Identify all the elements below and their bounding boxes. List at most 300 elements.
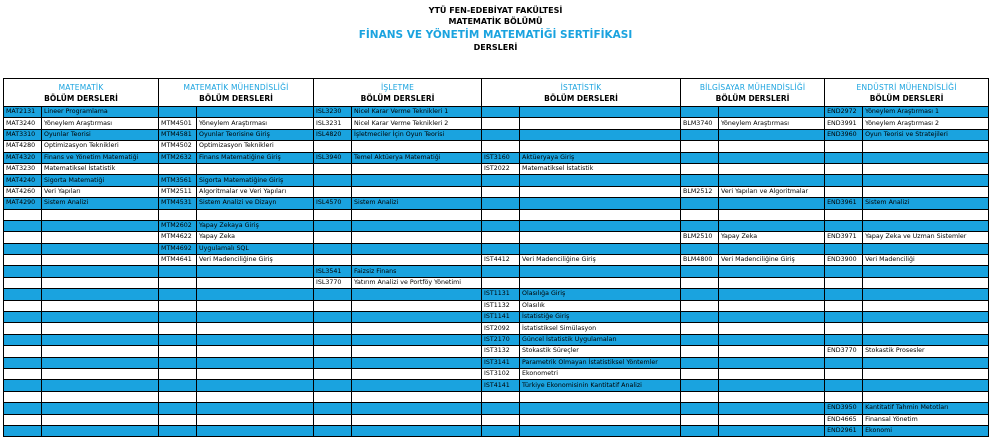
course-code [4,414,42,425]
course-code: IST3102 [482,368,520,379]
course-code [482,209,520,220]
course-name [719,425,825,436]
course-code [482,403,520,414]
course-code: ISL3541 [314,266,352,277]
course-code [314,243,352,254]
course-code [825,312,863,323]
course-name: Sistem Analizi [42,198,159,209]
course-name [520,186,681,197]
course-name [863,266,989,277]
courses-subtitle: DERSLERİ [473,43,518,52]
course-code [681,414,719,425]
course-code [4,209,42,220]
table-row [4,300,989,311]
course-name: Yapay Zeka ve Uzman Sistemler [863,232,989,243]
course-name: Sistem Analizi ve Dizayn [197,198,314,209]
course-name [42,357,159,368]
course-name [863,209,989,220]
course-code [4,357,42,368]
course-code [314,141,352,152]
course-name [863,289,989,300]
course-name [719,334,825,345]
course-name: Temel Aktüerya Matematiği [352,152,482,163]
course-name: Veri Madenciliği [863,255,989,266]
course-code: MAT4320 [4,152,42,163]
table-row [4,323,989,334]
course-name [352,232,482,243]
course-name: Veri Yapıları [42,186,159,197]
table-row [4,175,989,186]
course-name: Türkiye Ekonomisinin Kantitatif Analizi [520,380,681,391]
course-name [42,232,159,243]
course-name [719,357,825,368]
course-name [352,380,482,391]
column-subtitle: BÖLÜM DERSLERİ [44,93,118,103]
course-code [159,277,197,288]
course-name [719,289,825,300]
table-row [4,403,989,414]
column-subtitle: BÖLÜM DERSLERİ [869,93,944,103]
course-name: Yatırım Analizi ve Portföy Yönetimi [352,277,482,288]
course-code: END3950 [825,403,863,414]
course-name: Ekonomi [863,425,989,436]
course-code [681,152,719,163]
course-name [863,277,989,288]
table-row [4,357,989,368]
course-name [42,220,159,231]
course-name: Yapay Zeka [197,232,314,243]
course-code [4,243,42,254]
course-name: Algoritmalar ve Veri Yapıları [197,186,314,197]
table-row [4,232,989,243]
course-name [352,255,482,266]
course-code [825,289,863,300]
course-name [719,277,825,288]
course-name [42,255,159,266]
course-code [681,312,719,323]
course-code [825,391,863,402]
table-row [4,391,989,402]
course-name: Veri Madenciliğine Giriş [719,255,825,266]
course-name: Aktüeryaya Giriş [520,152,681,163]
course-name [520,129,681,140]
course-name [42,323,159,334]
course-code [159,209,197,220]
course-name [42,243,159,254]
course-code: END3900 [825,255,863,266]
course-code [681,346,719,357]
course-code: BLM2512 [681,186,719,197]
course-code [681,209,719,220]
column-header-isletme [314,79,482,107]
course-code [159,380,197,391]
course-code [314,425,352,436]
course-code: MTM2511 [159,186,197,197]
course-code [681,107,719,118]
course-name [352,391,482,402]
course-name [42,380,159,391]
course-name: Olasılık [520,300,681,311]
course-code: IST1131 [482,289,520,300]
course-code [4,425,42,436]
table-row [4,186,989,197]
course-name [352,425,482,436]
course-code [482,391,520,402]
table-row [4,414,989,425]
course-code [159,368,197,379]
course-code: MAT3240 [4,118,42,129]
course-name [352,346,482,357]
course-code [314,289,352,300]
course-name: Yöneylem Araştırması [719,118,825,129]
course-name: Parametrik Olmayan İstatistiksel Yöntemler [520,357,681,368]
course-name [520,198,681,209]
course-name: Stokastik Prosesler [863,346,989,357]
course-code [314,163,352,174]
course-code [825,175,863,186]
course-code: ISL3231 [314,118,352,129]
course-code [482,129,520,140]
column-header-istatistik [482,79,681,107]
course-name [520,414,681,425]
course-name [863,334,989,345]
course-code [4,346,42,357]
course-code [482,232,520,243]
course-code: ISL3940 [314,152,352,163]
table-row [4,152,989,163]
course-name [520,243,681,254]
course-name: Finans ve Yönetim Matematiği [42,152,159,163]
table-row [4,118,989,129]
course-name [863,380,989,391]
course-code: MTM4531 [159,198,197,209]
course-name [42,368,159,379]
course-code [482,198,520,209]
course-name [520,118,681,129]
course-name [42,300,159,311]
column-header-endustri-muhendisligi [825,79,989,107]
course-name: Yöneylem Araştırması 2 [863,118,989,129]
course-name [719,141,825,152]
course-code [825,277,863,288]
course-name [42,277,159,288]
course-code: MAT3230 [4,163,42,174]
course-name [197,403,314,414]
course-name [197,277,314,288]
course-code: END2961 [825,425,863,436]
course-name [520,403,681,414]
course-code [681,300,719,311]
course-code: MTM2632 [159,152,197,163]
course-name [352,243,482,254]
course-name [352,334,482,345]
course-code [159,346,197,357]
course-name [197,380,314,391]
course-name: İstatistiksel Simülasyon [520,323,681,334]
column-title: İŞLETME [380,82,415,92]
course-code [4,220,42,231]
course-name [719,163,825,174]
course-code: BLM2510 [681,232,719,243]
course-code [159,266,197,277]
course-code [681,289,719,300]
course-name: Faizsiz Finans [352,266,482,277]
course-name [352,323,482,334]
course-name [352,163,482,174]
course-name [520,107,681,118]
course-name [719,346,825,357]
course-name [719,152,825,163]
column-header-matematik-muhendisligi [159,79,314,107]
course-code [482,186,520,197]
course-name: Ekonometri [520,368,681,379]
course-name [520,209,681,220]
course-code: IST4412 [482,255,520,266]
course-code [681,163,719,174]
course-name [352,289,482,300]
course-table [3,78,989,437]
course-code [482,243,520,254]
course-code: MAT3310 [4,129,42,140]
course-code [825,152,863,163]
course-code: END4665 [825,414,863,425]
course-name [352,357,482,368]
course-code: END3991 [825,118,863,129]
course-name: Yapay Zeka [719,232,825,243]
course-code [825,266,863,277]
course-code: END3961 [825,198,863,209]
course-name: İstatistiğe Giriş [520,312,681,323]
course-name: Yöneylem Araştırması 1 [863,107,989,118]
course-name [352,220,482,231]
course-name: Matematiksel İstatistik [42,163,159,174]
course-name [197,425,314,436]
course-name [520,277,681,288]
course-name [520,391,681,402]
table-row [4,334,989,345]
course-name [719,368,825,379]
course-name [42,346,159,357]
course-name [719,266,825,277]
table-row [4,312,989,323]
course-code [681,368,719,379]
course-code [4,334,42,345]
course-name [863,220,989,231]
course-name [42,425,159,436]
course-code [681,391,719,402]
column-header-bilgisayar-muhendisligi [681,79,825,107]
course-name [197,107,314,118]
course-code [159,312,197,323]
course-name: İşletmeciler İçin Oyun Teorisi [352,129,482,140]
table-row [4,255,989,266]
course-name: Veri Madenciliğine Giriş [197,255,314,266]
table-row [4,163,989,174]
column-title: ENDÜSTRİ MÜHENDİSLİĞİ [856,82,957,92]
course-name: Sistem Analizi [352,198,482,209]
course-name: Olasılığa Giriş [520,289,681,300]
course-code [314,175,352,186]
course-code: END3770 [825,346,863,357]
course-code [314,220,352,231]
column-subtitle: BÖLÜM DERSLERİ [360,93,435,103]
table-row [4,243,989,254]
column-title: MATEMATİK MÜHENDİSLİĞİ [183,82,289,92]
course-name [197,209,314,220]
course-code: IST2170 [482,334,520,345]
course-name [197,163,314,174]
course-code [681,323,719,334]
course-name: Finans Matematiğine Giriş [197,152,314,163]
table-row [4,198,989,209]
course-name [197,368,314,379]
table-row [4,220,989,231]
course-name [863,357,989,368]
course-name [719,129,825,140]
course-code: IST4141 [482,380,520,391]
course-code [681,175,719,186]
course-code: END3971 [825,232,863,243]
course-code [681,425,719,436]
course-code [314,209,352,220]
course-code [4,391,42,402]
course-code [681,129,719,140]
course-name [520,220,681,231]
course-name [719,380,825,391]
course-table-body [4,107,989,437]
course-name [42,209,159,220]
course-code [4,232,42,243]
course-name: Lineer Programlama [42,107,159,118]
table-row [4,368,989,379]
course-code [681,357,719,368]
table-row [4,277,989,288]
faculty-title: YTÜ FEN-EDEBİYAT FAKÜLTESİ [428,6,563,15]
course-code: IST2092 [482,323,520,334]
course-code [314,346,352,357]
course-code [4,277,42,288]
course-name [863,368,989,379]
course-code [4,323,42,334]
course-code: MAT4290 [4,198,42,209]
course-code [482,220,520,231]
course-name: Yöneylem Araştırması [42,118,159,129]
course-name: Sigorta Matematiğine Giriş [197,175,314,186]
table-row [4,129,989,140]
course-name: Uygulamalı SQL [197,243,314,254]
course-code [825,243,863,254]
course-code [159,403,197,414]
course-name [719,391,825,402]
course-code: MTM4501 [159,118,197,129]
table-row [4,289,989,300]
course-code [825,368,863,379]
course-code [4,266,42,277]
course-name [520,266,681,277]
course-code [482,425,520,436]
course-name [520,175,681,186]
course-code [825,163,863,174]
course-code [681,277,719,288]
course-name [197,323,314,334]
course-code [681,220,719,231]
course-name [197,346,314,357]
course-code [159,334,197,345]
header-row [4,79,989,107]
course-code [314,255,352,266]
course-name [197,334,314,345]
course-code: MTM4581 [159,129,197,140]
course-code [159,414,197,425]
column-subtitle: BÖLÜM DERSLERİ [544,93,618,103]
course-name [863,391,989,402]
course-name [42,403,159,414]
course-code: BLM3740 [681,118,719,129]
course-code: MTM3561 [159,175,197,186]
course-name [352,403,482,414]
course-code [4,255,42,266]
course-name [42,334,159,345]
course-name [863,243,989,254]
course-code [681,243,719,254]
course-name: Nicel Karar Verme Teknikleri 1 [352,107,482,118]
course-name [719,414,825,425]
course-name: Sistem Analizi [863,198,989,209]
course-code [825,220,863,231]
course-name: Veri Yapıları ve Algoritmalar [719,186,825,197]
course-code [4,312,42,323]
course-code [4,380,42,391]
course-name: Oyun Teorisi ve Stratejileri [863,129,989,140]
course-name [863,152,989,163]
table-row [4,380,989,391]
course-name: Güncel İstatistik Uygulamaları [520,334,681,345]
course-name [863,312,989,323]
course-name: Matematiksel İstatistik [520,163,681,174]
certificate-title: FİNANS VE YÖNETİM MATEMATİĞİ SERTİFİKASI [358,29,633,41]
course-name [719,323,825,334]
table-row [4,141,989,152]
course-name [719,243,825,254]
course-name [719,220,825,231]
course-name [719,300,825,311]
course-code: IST1132 [482,300,520,311]
course-name [42,266,159,277]
course-code: END2972 [825,107,863,118]
course-code [482,175,520,186]
table-row [4,346,989,357]
course-code [159,107,197,118]
course-code [482,277,520,288]
course-code [482,414,520,425]
course-code [825,300,863,311]
course-code [825,357,863,368]
course-code: MAT4260 [4,186,42,197]
course-name [197,266,314,277]
course-code [314,323,352,334]
course-name [719,198,825,209]
course-code: MTM2602 [159,220,197,231]
course-code: IST3141 [482,357,520,368]
course-code [4,368,42,379]
department-title: MATEMATİK BÖLÜMÜ [448,17,543,26]
course-code [825,323,863,334]
course-name [197,357,314,368]
course-code [825,209,863,220]
course-code [314,380,352,391]
course-code: MAT2131 [4,107,42,118]
course-code [482,107,520,118]
